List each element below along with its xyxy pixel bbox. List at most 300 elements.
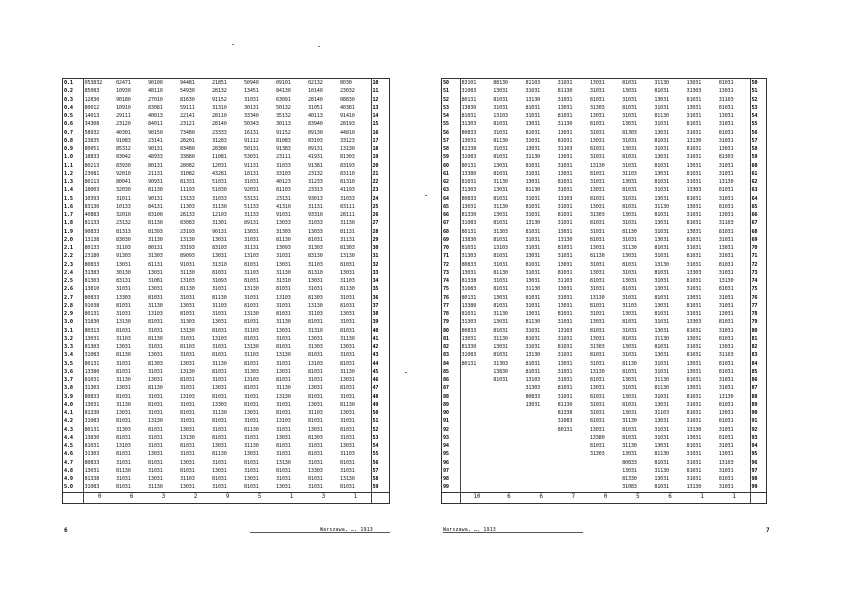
table-cell: 31031 bbox=[557, 335, 573, 342]
table-cell: 81031 bbox=[493, 96, 508, 103]
row-label-right: 46 bbox=[371, 376, 389, 384]
table-cell: 81031 bbox=[493, 377, 508, 383]
table-cell: 13031 bbox=[718, 212, 734, 218]
table-cell: 81031 bbox=[718, 187, 734, 194]
table-cell: 81338 bbox=[84, 476, 100, 482]
table-cell: 31031 bbox=[493, 146, 508, 152]
table-cell: 13031 bbox=[654, 236, 669, 243]
row-label: 82 bbox=[442, 343, 460, 351]
table-cell: 81130 bbox=[622, 228, 637, 235]
table-cell: 13031 bbox=[148, 377, 163, 383]
table-cell: 31031 bbox=[493, 278, 508, 284]
table-cell: 81031 bbox=[148, 294, 163, 301]
row-label-right: 98 bbox=[750, 475, 766, 483]
table-cell: 13031 bbox=[180, 302, 195, 309]
table-cell bbox=[524, 450, 556, 458]
table-cell: 13133 bbox=[180, 195, 195, 202]
table-cell: 31830 bbox=[84, 319, 100, 326]
table-row bbox=[63, 294, 389, 302]
row-label: 2.8 bbox=[63, 302, 83, 310]
table-cell: 81031 bbox=[525, 360, 541, 367]
table-cell: 13031 bbox=[525, 278, 541, 284]
row-label: 1.0 bbox=[63, 153, 83, 161]
table-cell: 81031 bbox=[244, 319, 259, 326]
table-cell: 81031 bbox=[212, 434, 227, 441]
table-cell: 81130 bbox=[493, 137, 508, 144]
table-cell: 31103 bbox=[557, 146, 573, 152]
table-cell: 91083 bbox=[116, 137, 131, 144]
table-cell: 13031 bbox=[525, 121, 541, 128]
table-row bbox=[442, 442, 766, 450]
table-cell: 31031 bbox=[654, 104, 669, 111]
table-cell: 13130 bbox=[180, 434, 195, 441]
row-label: 64 bbox=[442, 195, 460, 203]
table-cell: 31103 bbox=[116, 245, 131, 251]
row-label: 1.2 bbox=[63, 170, 83, 178]
table-cell: 81031 bbox=[244, 278, 259, 284]
table-row bbox=[442, 178, 766, 186]
table-cell: 31031 bbox=[686, 212, 702, 218]
table-cell: 13130 bbox=[525, 352, 541, 359]
table-cell: 31031 bbox=[276, 302, 291, 309]
table-cell: 90131 bbox=[148, 195, 163, 202]
table-row bbox=[63, 483, 389, 492]
table-cell: 81031 bbox=[148, 401, 163, 408]
table-cell: 31103 bbox=[718, 96, 734, 103]
table-cell: 31103 bbox=[180, 476, 195, 482]
table-cell bbox=[460, 368, 492, 376]
table-cell: 81130 bbox=[525, 187, 541, 194]
table-cell: 81031 bbox=[244, 401, 259, 408]
table-cell: 31031 bbox=[557, 80, 573, 86]
table-cell: 31103 bbox=[340, 451, 355, 458]
table-cell: 53131 bbox=[244, 195, 259, 202]
row-label: 57 bbox=[442, 137, 460, 145]
table-cell: 80313 bbox=[84, 327, 100, 334]
table-cell: 81031 bbox=[244, 335, 259, 342]
row-label-right: 87 bbox=[750, 384, 766, 392]
row-label-right: 54 bbox=[371, 442, 389, 450]
table-cell: 13031 bbox=[557, 129, 573, 136]
table-cell: 81303 bbox=[148, 360, 163, 367]
row-label-right: 17 bbox=[371, 137, 389, 145]
table-cell: 81031 bbox=[525, 335, 541, 342]
table-cell: 31131 bbox=[340, 236, 355, 243]
row-label: 51 bbox=[442, 87, 460, 95]
table-cell: 31031 bbox=[148, 434, 163, 441]
table-cell: 31031 bbox=[212, 377, 227, 383]
table-row bbox=[63, 409, 389, 417]
table-cell bbox=[492, 426, 524, 434]
table-cell: 13031 bbox=[622, 451, 637, 458]
table-cell: 81031 bbox=[244, 484, 259, 491]
table-cell: 31031 bbox=[116, 476, 131, 482]
table-cell: 14013 bbox=[84, 113, 100, 119]
table-cell: 81031 bbox=[493, 352, 508, 359]
table-cell: 81031 bbox=[718, 228, 734, 235]
table-cell: 13031 bbox=[461, 203, 477, 210]
table-cell: 31310 bbox=[212, 261, 227, 268]
table-cell: 83130 bbox=[308, 253, 323, 260]
table-row bbox=[442, 376, 766, 384]
table-cell: 31031 bbox=[212, 459, 227, 466]
row-label: 70 bbox=[442, 244, 460, 252]
table-cell: 31031 bbox=[686, 476, 702, 482]
table-cell: 81031 bbox=[654, 162, 669, 169]
table-cell: 91381 bbox=[308, 162, 323, 169]
row-label-right: 33 bbox=[371, 269, 389, 277]
row-label: 3.6 bbox=[63, 368, 83, 376]
table-cell: 31130 bbox=[116, 377, 131, 383]
table-cell: 13451 bbox=[244, 88, 259, 95]
table-cell: 81031 bbox=[622, 203, 637, 210]
row-label: 0.9 bbox=[63, 145, 83, 153]
row-label-right: 59 bbox=[371, 483, 389, 492]
table-cell: 31130 bbox=[654, 467, 669, 474]
table-cell: 81031 bbox=[622, 154, 637, 161]
footer-tail-cell bbox=[371, 492, 389, 503]
row-label-right: 43 bbox=[371, 351, 389, 359]
table-cell: 81031 bbox=[276, 410, 291, 416]
table-cell: 81031 bbox=[461, 113, 477, 119]
row-label-right: 41 bbox=[371, 335, 389, 343]
table-cell: 89131 bbox=[308, 146, 323, 152]
table-row bbox=[442, 360, 766, 368]
table-cell: 81031 bbox=[148, 426, 163, 433]
table-cell: 81031 bbox=[654, 212, 669, 218]
row-label: 55 bbox=[442, 120, 460, 128]
row-label: 4.5 bbox=[63, 442, 83, 450]
table-cell: 81031 bbox=[525, 129, 541, 136]
row-label: 2.5 bbox=[63, 277, 83, 285]
row-label-right: 56 bbox=[371, 459, 389, 467]
table-cell: 31031 bbox=[686, 154, 702, 161]
table-cell: 83101 bbox=[461, 80, 477, 86]
table-cell: 13031 bbox=[686, 203, 702, 210]
table-row bbox=[442, 459, 766, 467]
table-cell: 31031 bbox=[557, 203, 573, 210]
table-row bbox=[63, 211, 389, 219]
column-footer-label: 6 bbox=[524, 492, 556, 503]
table-cell: 81031 bbox=[116, 451, 131, 458]
table-cell: 13103 bbox=[493, 113, 508, 119]
table-cell: 81130 bbox=[148, 220, 163, 227]
table-cell: 31303 bbox=[686, 88, 702, 95]
table-cell: 31031 bbox=[686, 261, 702, 268]
table-cell: 31031 bbox=[718, 195, 734, 202]
table-cell: 31083 bbox=[557, 418, 573, 425]
table-cell: 31031 bbox=[212, 344, 227, 350]
row-label: 81 bbox=[442, 335, 460, 343]
table-row bbox=[63, 343, 389, 351]
row-label-right: 78 bbox=[750, 310, 766, 318]
table-cell: 89130 bbox=[308, 129, 323, 136]
table-cell: 81031 bbox=[212, 418, 227, 425]
table-cell: 81031 bbox=[308, 352, 323, 359]
table-cell: 81031 bbox=[340, 261, 355, 268]
table-cell: 31130 bbox=[622, 418, 637, 425]
table-cell: 31031 bbox=[589, 179, 605, 185]
table-cell: 13031 bbox=[686, 368, 702, 375]
table-cell: 13031 bbox=[718, 245, 734, 251]
table-cell: 81031 bbox=[116, 484, 131, 491]
table-cell: 81031 bbox=[308, 393, 323, 400]
table-row bbox=[63, 145, 389, 153]
table-cell: 31031 bbox=[276, 451, 291, 458]
table-cell: 31081 bbox=[148, 278, 163, 284]
table-cell: 81310 bbox=[308, 269, 323, 276]
table-cell: 31031 bbox=[622, 327, 637, 334]
row-label-right: 48 bbox=[371, 393, 389, 401]
row-label: 4.4 bbox=[63, 434, 83, 442]
table-cell: 31031 bbox=[180, 401, 195, 408]
table-cell: 91303 bbox=[116, 253, 131, 260]
table-cell: 81031 bbox=[589, 393, 605, 400]
table-cell: 31130 bbox=[212, 360, 227, 367]
table-row bbox=[63, 442, 389, 450]
table-cell: 31031 bbox=[654, 319, 669, 326]
table-cell: 13810 bbox=[84, 286, 100, 293]
table-cell: 13031 bbox=[493, 162, 508, 169]
table-row bbox=[442, 318, 766, 326]
table-cell: 73480 bbox=[180, 129, 195, 136]
table-cell: 48110 bbox=[148, 88, 163, 95]
table-cell: 31031 bbox=[686, 245, 702, 251]
table-cell: 83193 bbox=[340, 162, 355, 169]
table-cell bbox=[557, 442, 589, 450]
table-cell: 81031 bbox=[557, 311, 573, 317]
table-cell: 13031 bbox=[180, 459, 195, 466]
table-cell: 31031 bbox=[525, 137, 541, 144]
table-cell: 13031 bbox=[622, 253, 637, 260]
table-cell: 13103 bbox=[180, 393, 195, 400]
table-cell: 31031 bbox=[340, 319, 355, 326]
table-cell bbox=[557, 450, 589, 458]
table-cell: 31131 bbox=[244, 245, 259, 251]
table-cell: 81031 bbox=[718, 261, 734, 268]
table-cell: 31031 bbox=[589, 261, 605, 268]
table-cell: 80041 bbox=[116, 179, 131, 185]
row-label: 2.3 bbox=[63, 261, 83, 269]
table-cell: 13103 bbox=[718, 459, 734, 466]
table-cell: 31303 bbox=[461, 253, 477, 260]
table-cell: 41310 bbox=[276, 203, 291, 210]
table-cell: 13130 bbox=[589, 162, 605, 169]
table-cell: 13031 bbox=[493, 187, 508, 194]
table-cell: 81130 bbox=[654, 451, 669, 458]
row-label: 78 bbox=[442, 310, 460, 318]
row-label: 56 bbox=[442, 129, 460, 137]
table-cell: 13130 bbox=[180, 368, 195, 375]
table-cell: 31303 bbox=[180, 319, 195, 326]
table-cell: 81031 bbox=[686, 220, 702, 227]
table-cell: 13130 bbox=[180, 236, 195, 243]
table-cell: 81031 bbox=[718, 286, 734, 293]
row-label-right: 12 bbox=[371, 96, 389, 104]
table-cell: 83081 bbox=[148, 104, 163, 111]
table-cell: 13103 bbox=[116, 443, 131, 449]
table-cell: 31031 bbox=[557, 253, 573, 260]
table-cell: 81303 bbox=[308, 434, 323, 441]
table-cell: 81103 bbox=[180, 344, 195, 350]
table-row bbox=[442, 417, 766, 425]
table-cell bbox=[524, 442, 556, 450]
table-cell: 81031 bbox=[718, 203, 734, 210]
table-cell: 85083 bbox=[84, 88, 100, 95]
table-cell: 91152 bbox=[276, 129, 291, 136]
table-cell: 13033 bbox=[276, 220, 291, 227]
table-cell: 31031 bbox=[116, 311, 131, 317]
table-cell: 13031 bbox=[654, 195, 669, 202]
table-cell: 81031 bbox=[461, 245, 477, 251]
table-cell: 23121 bbox=[180, 121, 195, 128]
table-cell: 31031 bbox=[622, 195, 637, 202]
table-cell: 13031 bbox=[718, 311, 734, 317]
table-cell: 31031 bbox=[148, 443, 163, 449]
table-cell: 31031 bbox=[493, 261, 508, 268]
table-row bbox=[63, 434, 389, 442]
table-cell: 13031 bbox=[180, 426, 195, 433]
table-cell: 31031 bbox=[244, 179, 259, 185]
footer-tail-cell bbox=[750, 492, 766, 503]
row-label-right: 69 bbox=[750, 236, 766, 244]
table-cell: 81031 bbox=[589, 146, 605, 152]
table-cell: 13130 bbox=[686, 137, 702, 144]
table-cell: 31303 bbox=[525, 385, 541, 392]
table-cell: 31031 bbox=[589, 410, 605, 416]
table-cell: 13031 bbox=[557, 286, 573, 293]
table-cell: 13031 bbox=[686, 228, 702, 235]
table-cell: 31031 bbox=[276, 476, 291, 482]
row-label: 90 bbox=[442, 409, 460, 417]
table-cell bbox=[557, 475, 589, 483]
table-cell: 31130 bbox=[493, 311, 508, 317]
table-cell: 31031 bbox=[718, 121, 734, 128]
table-row bbox=[442, 335, 766, 343]
table-row bbox=[63, 302, 389, 310]
row-label-right: 18 bbox=[371, 145, 389, 153]
table-cell: 13031 bbox=[276, 484, 291, 491]
row-label: 0.7 bbox=[63, 129, 83, 137]
table-cell: 31103 bbox=[212, 302, 227, 309]
table-row bbox=[63, 475, 389, 483]
table-cell: 13130 bbox=[148, 418, 163, 425]
row-label: 2.7 bbox=[63, 294, 83, 302]
table-cell: 81031 bbox=[525, 104, 541, 111]
table-cell bbox=[524, 417, 556, 425]
table-cell: 13031 bbox=[622, 146, 637, 152]
table-cell: 31083 bbox=[622, 484, 637, 491]
table-cell: 12031 bbox=[212, 162, 227, 169]
table-cell: 13031 bbox=[622, 88, 637, 95]
table-cell: 13031 bbox=[148, 352, 163, 359]
table-cell: 81031 bbox=[557, 113, 573, 119]
table-cell: 35132 bbox=[276, 113, 291, 119]
table-cell: 80131 bbox=[461, 96, 477, 103]
table-row bbox=[442, 252, 766, 260]
table-cell: 29111 bbox=[116, 113, 131, 119]
table-cell: 12830 bbox=[84, 96, 100, 103]
row-label-right: 73 bbox=[750, 269, 766, 277]
row-label: 0.3 bbox=[63, 96, 83, 104]
table-cell: 13031 bbox=[557, 170, 573, 177]
row-label-right: 57 bbox=[371, 467, 389, 475]
table-row bbox=[63, 417, 389, 425]
table-cell: 13130 bbox=[276, 459, 291, 466]
table-cell: 81031 bbox=[84, 443, 100, 449]
table-cell: 81303 bbox=[84, 344, 100, 350]
row-label: 0.6 bbox=[63, 120, 83, 128]
table-cell: 81031 bbox=[622, 335, 637, 342]
table-cell: 81031 bbox=[180, 311, 195, 317]
row-label-right: 66 bbox=[750, 211, 766, 219]
table-cell: 80833 bbox=[461, 129, 477, 136]
row-label-right: 14 bbox=[371, 112, 389, 120]
table-row bbox=[442, 186, 766, 194]
table-row bbox=[442, 96, 766, 104]
table-cell: 13031 bbox=[654, 286, 669, 293]
table-cell: 31103 bbox=[244, 269, 259, 276]
table-cell: 13031 bbox=[308, 278, 323, 284]
table-row bbox=[442, 310, 766, 318]
row-label: 4.2 bbox=[63, 417, 83, 425]
row-label-right: 94 bbox=[750, 442, 766, 450]
row-label-right: 90 bbox=[750, 409, 766, 417]
table-row bbox=[442, 211, 766, 219]
table-cell: 13031 bbox=[622, 212, 637, 218]
table-cell: 40883 bbox=[84, 212, 100, 218]
table-cell: 28193 bbox=[340, 121, 355, 128]
table-cell: 23333 bbox=[212, 129, 227, 136]
table-cell: 13830 bbox=[461, 104, 477, 111]
table-cell: 31031 bbox=[212, 311, 227, 317]
table-cell: 13033 bbox=[308, 228, 323, 235]
table-cell: 31283 bbox=[212, 137, 227, 144]
table-cell: 81031 bbox=[276, 311, 291, 317]
row-label-right: 60 bbox=[750, 162, 766, 170]
table-row bbox=[442, 112, 766, 120]
table-cell bbox=[460, 475, 492, 483]
table-cell: 13103 bbox=[557, 327, 573, 334]
table-cell: 31083 bbox=[84, 484, 100, 491]
table-cell: 13103 bbox=[244, 253, 259, 260]
table-cell: 13103 bbox=[212, 335, 227, 342]
table-cell: 23835 bbox=[84, 137, 100, 144]
table-cell: 053832 bbox=[84, 80, 103, 86]
table-cell: 31031 bbox=[686, 344, 702, 350]
row-label-right: 79 bbox=[750, 318, 766, 326]
row-label: 59 bbox=[442, 153, 460, 161]
table-cell: 28082 bbox=[180, 162, 195, 169]
table-cell bbox=[492, 401, 524, 409]
row-label: 3.5 bbox=[63, 360, 83, 368]
table-cell: 40301 bbox=[116, 129, 131, 136]
table-cell bbox=[524, 467, 556, 475]
table-cell: 31083 bbox=[461, 352, 477, 359]
table-cell: 31031 bbox=[148, 368, 163, 375]
table-cell bbox=[460, 434, 492, 442]
table-cell: 81031 bbox=[84, 377, 100, 383]
table-cell: 31031 bbox=[686, 401, 702, 408]
table-cell: 81031 bbox=[244, 385, 259, 392]
table-cell: 13130 bbox=[654, 261, 669, 268]
table-cell: 31031 bbox=[525, 195, 541, 202]
table-cell: 13130 bbox=[686, 426, 702, 433]
table-cell: 31130 bbox=[148, 484, 163, 491]
table-cell: 13130 bbox=[340, 146, 355, 152]
table-cell: 13130 bbox=[276, 393, 291, 400]
table-cell: 31031 bbox=[622, 236, 637, 243]
